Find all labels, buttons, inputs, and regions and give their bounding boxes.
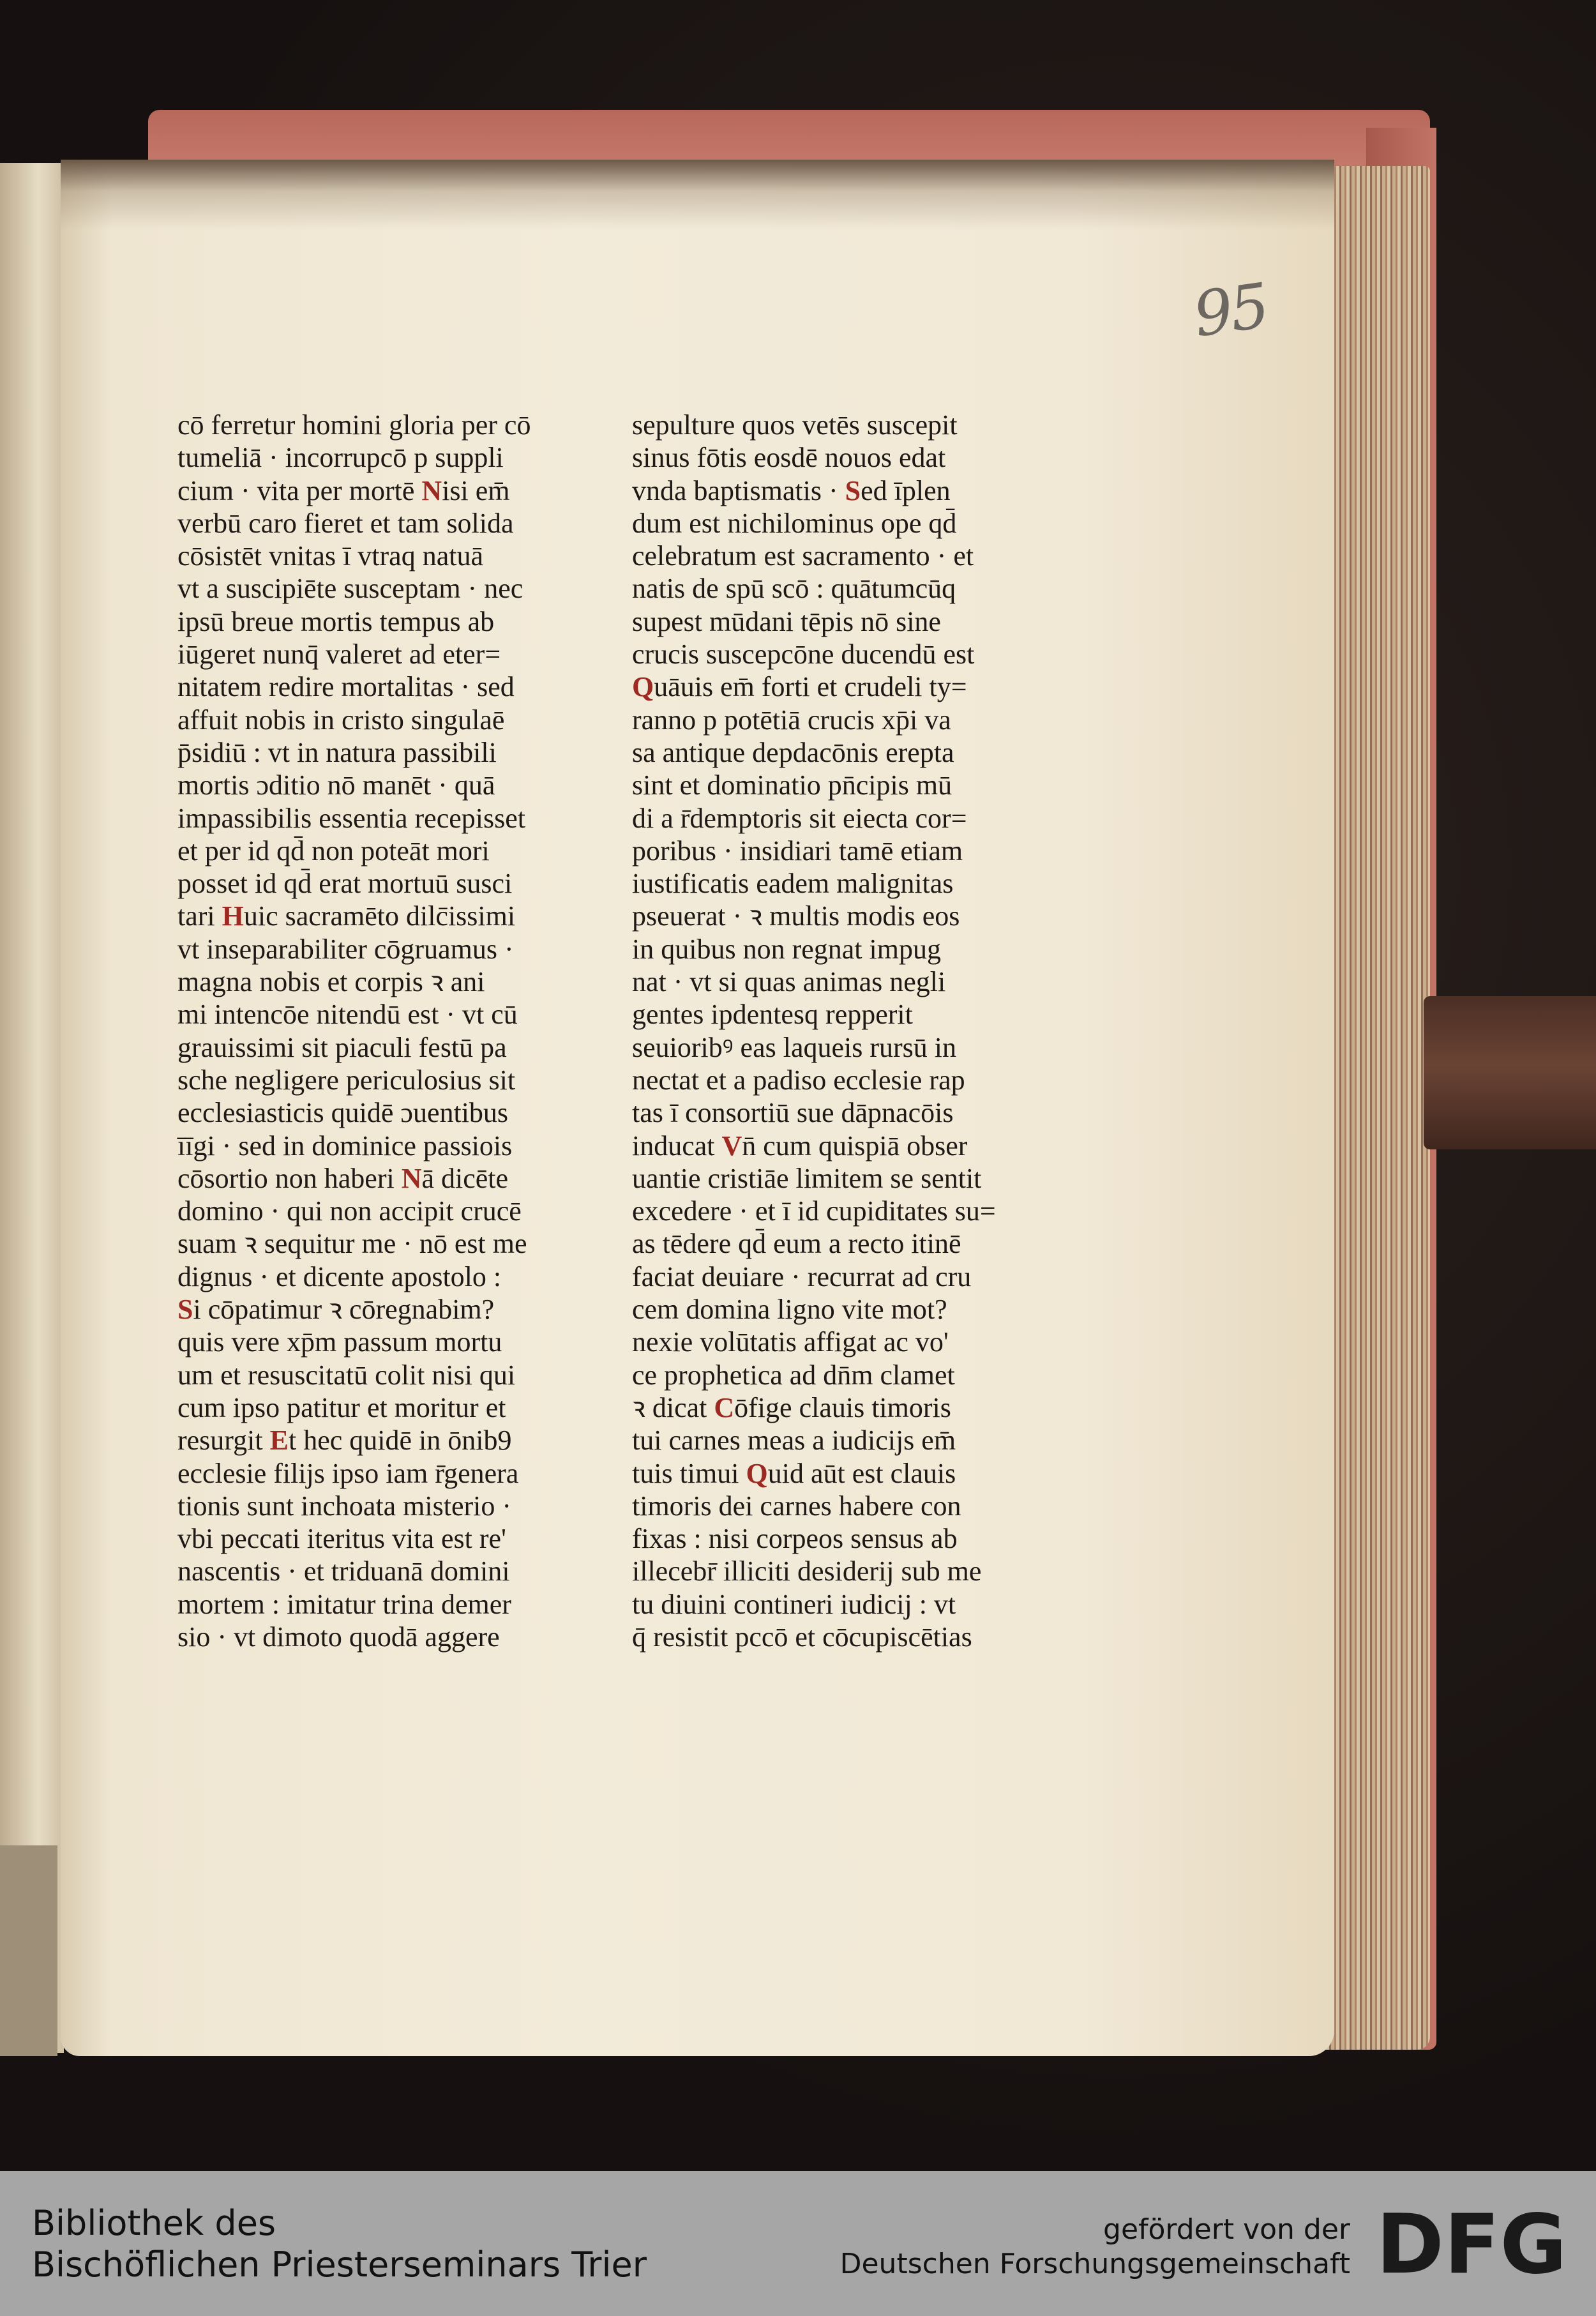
text-segment: supest mūdani tēpis nō sine [632, 605, 941, 637]
left-line [177, 507, 573, 540]
rubricated-initial: S [177, 1294, 193, 1326]
text-segment: i cōpatimur ꝛ cōregnabim? [193, 1294, 495, 1326]
text-segment: timoris dei carnes habere con [632, 1490, 961, 1522]
rubricated-initial: H [222, 900, 244, 932]
text-segment: iūgeret nunq̄ valeret ad eter= [177, 639, 501, 670]
right-line [632, 1260, 1028, 1293]
left-page-edge [0, 163, 64, 2053]
left-line [177, 1621, 573, 1653]
text-segment: as tēdere qd̄ eum a recto itinē [632, 1228, 961, 1260]
text-segment: ce prophetica ad dn̄m clamet [632, 1359, 955, 1391]
right-line [632, 1031, 1028, 1064]
text-segment: illecebr̄ illiciti desiderij sub me [632, 1555, 982, 1587]
left-line [177, 1293, 573, 1326]
text-segment: tari [177, 900, 222, 932]
text-segment: cō ferretur homini gloria per cō [177, 409, 531, 441]
right-line [632, 900, 1028, 932]
text-segment: gentes ipdentesq repperit [632, 999, 913, 1031]
right-line [632, 638, 1028, 670]
rubricated-initial: N [401, 1162, 422, 1194]
text-segment: ipsū breue mortis tempus ab [177, 605, 495, 637]
text-segment: nexie volūtatis affigat ac vo' [632, 1326, 949, 1358]
right-line [632, 1457, 1028, 1490]
text-segment: resurgit [177, 1425, 270, 1457]
left-line [177, 1490, 573, 1522]
text-segment: magna nobis et corpis ꝛ ani [177, 966, 485, 998]
right-line [632, 572, 1028, 605]
text-segment: tuis timui [632, 1457, 746, 1489]
rubricated-initial: N [421, 474, 442, 506]
right-line [632, 1162, 1028, 1195]
left-line [177, 998, 573, 1031]
text-segment: quis vere xp̄m passum mortu [177, 1326, 502, 1358]
right-line [632, 670, 1028, 703]
rubricated-initial: S [845, 474, 861, 506]
right-line [632, 1064, 1028, 1096]
right-line [632, 1096, 1028, 1129]
text-segment: grauissimi sit piaculi festū pa [177, 1031, 507, 1063]
text-segment: vbi peccati iteritus vita est re' [177, 1523, 506, 1555]
text-segment: affuit nobis in cristo singulaē [177, 704, 505, 736]
text-segment: ā dicēte [421, 1162, 509, 1194]
text-segment: tu diuini contineri iudicij : vt [632, 1588, 956, 1620]
text-segment: sche negligere periculosius sit [177, 1064, 516, 1096]
right-line [632, 835, 1028, 867]
left-line [177, 1457, 573, 1490]
text-segment: vnda baptismatis · [632, 474, 845, 506]
left-page-stain [0, 1845, 57, 2056]
right-line [632, 1391, 1028, 1424]
left-line [177, 933, 573, 965]
rubricated-initial: Q [632, 671, 654, 703]
folio-number: 95 [1189, 269, 1272, 351]
text-segment: nitatem redire mortalitas · sed [177, 671, 515, 703]
left-line [177, 638, 573, 670]
text-segment: cem domina ligno vite mot? [632, 1294, 947, 1326]
right-line [632, 769, 1028, 801]
text-segment: ōfige clauis timoris [734, 1391, 951, 1423]
funding-line1: gefördert von der [1103, 2213, 1350, 2246]
text-segment: poribus · insidiari tamē etiam [632, 835, 963, 867]
text-segment: cōsortio non haberi [177, 1162, 402, 1194]
text-segment: nat · vt si quas animas negli [632, 966, 946, 998]
right-line [632, 1621, 1028, 1653]
text-segment: uid aūt est clauis [767, 1457, 956, 1489]
left-line [177, 835, 573, 867]
text-segment: impassibilis essentia recepisset [177, 802, 525, 834]
right-line [632, 1130, 1028, 1162]
right-line [632, 1293, 1028, 1326]
left-line [177, 769, 573, 801]
text-segment: faciat deuiare · recurrat ad cru [632, 1260, 972, 1292]
text-segment: ranno p potētiā crucis xp̄i va [632, 704, 951, 736]
text-segment: ꝛ dicat [632, 1391, 714, 1423]
text-segment: mi intencōe nitendū est · vt cū [177, 999, 518, 1031]
text-segment: mortem : imitatur trina demer [177, 1588, 511, 1620]
text-segment: tionis sunt inchoata misterio · [177, 1490, 512, 1522]
text-segment: iustificatis eadem malignitas [632, 868, 954, 900]
text-segment: seuioribꝰ eas laqueis rursū in [632, 1031, 957, 1063]
text-segment: um et resuscitatū colit nisi qui [177, 1359, 516, 1391]
left-line [177, 1260, 573, 1293]
text-segment: di a r̄demptoris sit eiecta cor= [632, 802, 967, 834]
left-line [177, 474, 573, 507]
left-line [177, 802, 573, 835]
text-segment: celebratum est sacramento · et [632, 540, 974, 572]
text-segment: sa antique depdacōnis erepta [632, 736, 954, 768]
text-segment: posset id qd̄ erat mortuū susci [177, 868, 513, 900]
left-line [177, 1555, 573, 1587]
right-line [632, 540, 1028, 572]
left-line [177, 1195, 573, 1227]
left-line [177, 1326, 573, 1358]
right-line [632, 1195, 1028, 1227]
text-column-right [632, 409, 1028, 1653]
text-segment: pseuerat · ꝛ multis modis eos [632, 900, 960, 932]
text-segment: inducat [632, 1130, 722, 1162]
right-line [632, 1359, 1028, 1391]
rubricated-initial: E [269, 1425, 289, 1457]
text-segment: tas ī consortiū sue dāpnacōis [632, 1097, 954, 1129]
text-segment: cium · vita per mortē [177, 474, 422, 506]
left-line [177, 965, 573, 998]
text-segment: mortis ɔditio nō manēt · quā [177, 769, 495, 801]
left-line [177, 867, 573, 900]
text-segment: verbū caro fieret et tam solida [177, 507, 514, 539]
text-segment: vt inseparabiliter cōgruamus · [177, 933, 514, 965]
text-segment: īīgi · sed in dominice passiois [177, 1130, 513, 1162]
right-line [632, 1424, 1028, 1457]
text-segment: nectat et a padiso ecclesie rap [632, 1064, 965, 1096]
text-segment: vt a suscipiēte susceptam · nec [177, 573, 523, 605]
text-segment: natis de spū scō : quātumcūq [632, 573, 956, 605]
text-segment: cum ipso patitur et moritur et [177, 1391, 506, 1423]
footer-bar [0, 2171, 1596, 2316]
rubricated-initial: V [721, 1130, 742, 1162]
text-segment: tumeliā · incorrupcō p suppli [177, 442, 504, 474]
leather-clasp-strap [1424, 996, 1596, 1149]
right-line [632, 1588, 1028, 1621]
right-line [632, 1326, 1028, 1358]
text-column-left [177, 409, 573, 1653]
text-segment: tui carnes meas a iudicijs em̄ [632, 1425, 956, 1457]
right-line [632, 1522, 1028, 1555]
text-segment: in quibus non regnat impug [632, 933, 941, 965]
left-line [177, 540, 573, 572]
left-line [177, 1227, 573, 1260]
text-segment: q̄ resistit pccō et cōcupiscētias [632, 1621, 972, 1653]
text-segment: ecclesie filijs ipso iam r̄genera [177, 1457, 519, 1489]
dfg-logo [1366, 2206, 1577, 2283]
text-segment: sint et dominatio pn̄cipis mū [632, 769, 952, 801]
left-line [177, 1031, 573, 1064]
text-segment: sinus fōtis eosdē nouos edat [632, 442, 946, 474]
text-segment: nascentis · et triduanā domini [177, 1555, 510, 1587]
text-segment: uantie cristiāe limitem se sentit [632, 1162, 982, 1194]
left-line [177, 1391, 573, 1424]
left-line [177, 1522, 573, 1555]
left-line [177, 572, 573, 605]
text-segment: domino · qui non accipit crucē [177, 1195, 522, 1227]
right-line [632, 507, 1028, 540]
library-name-line1: Bibliothek des [32, 2203, 276, 2243]
text-segment: n̄ cum quispiā obser [742, 1130, 968, 1162]
right-line [632, 605, 1028, 638]
left-line [177, 1064, 573, 1096]
text-segment: uāuis em̄ forti et crudeli ty= [654, 671, 967, 703]
left-line [177, 1096, 573, 1129]
rubricated-initial: Q [746, 1457, 768, 1489]
right-line [632, 867, 1028, 900]
text-segment: uic sacramēto dilc̄issimi [243, 900, 516, 932]
right-line [632, 441, 1028, 474]
left-line [177, 605, 573, 638]
left-line [177, 441, 573, 474]
text-segment: excedere · et ī id cupiditates su= [632, 1195, 996, 1227]
left-line [177, 1130, 573, 1162]
text-segment: p̄sidiū : vt in natura passibili [177, 736, 497, 768]
text-segment: cōsistēt vnitas ī vtraq natuā [177, 540, 483, 572]
left-line [177, 1162, 573, 1195]
text-segment: t hec quidē in ōnib9 [288, 1425, 512, 1457]
right-line [632, 1490, 1028, 1522]
text-segment: sio · vt dimoto quodā aggere [177, 1621, 500, 1653]
left-line [177, 704, 573, 736]
text-segment: dum est nichilominus ope qd̄ [632, 507, 957, 539]
right-line [632, 965, 1028, 998]
text-segment: isi em̄ [442, 474, 510, 506]
left-line [177, 1424, 573, 1457]
right-line [632, 1555, 1028, 1587]
right-line [632, 409, 1028, 441]
text-segment: fixas : nisi corpeos sensus ab [632, 1523, 958, 1555]
right-line [632, 802, 1028, 835]
text-segment: ecclesiasticis quidē ɔuentibus [177, 1097, 509, 1129]
left-line [177, 670, 573, 703]
right-line [632, 474, 1028, 507]
library-name-line2: Bischöflichen Priesterseminars Trier [32, 2244, 647, 2285]
dfg-logo-text: DFG [1376, 2206, 1567, 2283]
left-line [177, 1359, 573, 1391]
right-line [632, 998, 1028, 1031]
rubricated-initial: C [714, 1391, 735, 1423]
left-line [177, 1588, 573, 1621]
left-line [177, 900, 573, 932]
text-segment: sepulture quos vetēs suscepit [632, 409, 958, 441]
right-line [632, 704, 1028, 736]
text-segment: ed īplen [861, 474, 951, 506]
right-line [632, 933, 1028, 965]
page-top-shadow [61, 160, 1334, 230]
text-segment: crucis suscepcōne ducendū est [632, 639, 975, 670]
left-line [177, 409, 573, 441]
text-segment: dignus · et dicente apostolo : [177, 1260, 502, 1292]
right-line [632, 1227, 1028, 1260]
text-segment: et per id qd̄ non poteāt mori [177, 835, 490, 867]
right-line [632, 736, 1028, 769]
text-segment: suam ꝛ sequitur me · nō est me [177, 1228, 527, 1260]
left-line [177, 736, 573, 769]
funding-line2: Deutschen Forschungsgemeinschaft [839, 2248, 1350, 2280]
